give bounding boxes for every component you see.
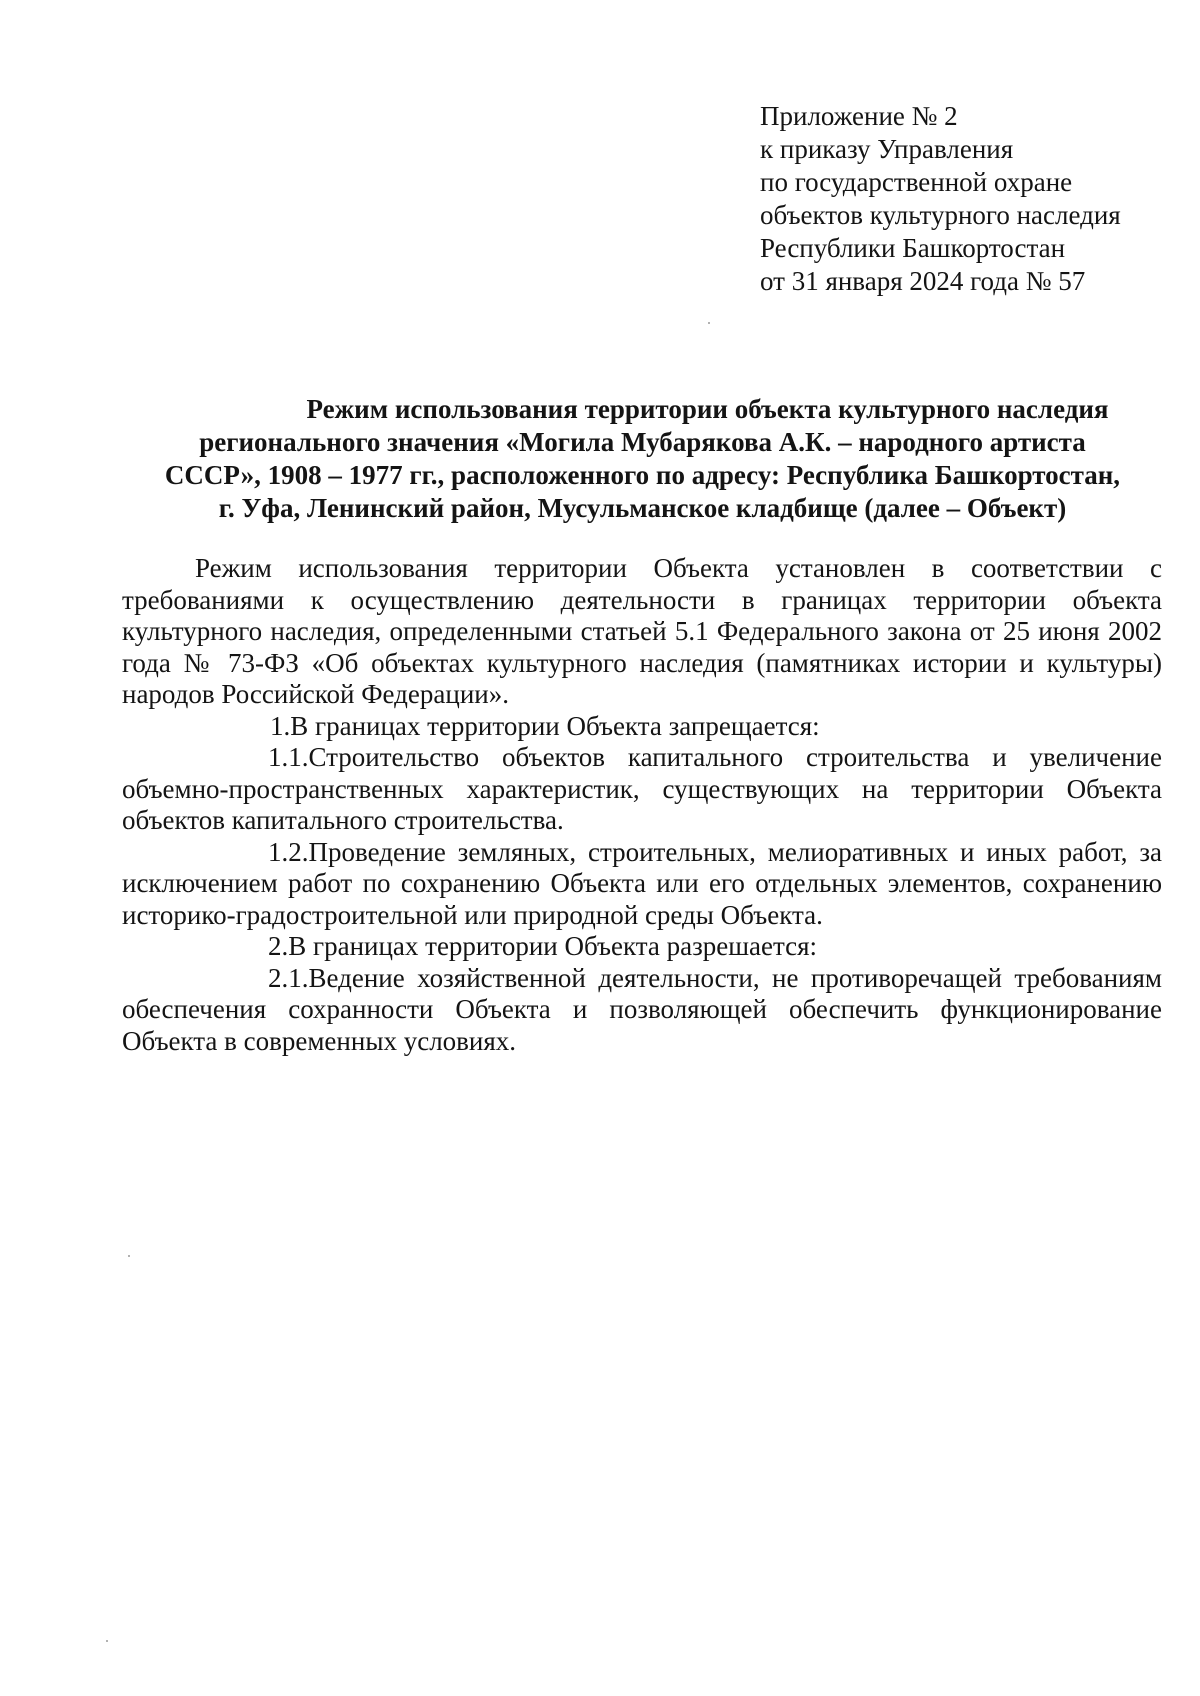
section-2 xyxy=(122,931,1162,963)
section-text: В границах территории Объекта разрешается: xyxy=(288,931,818,961)
item-text: Ведение хозяйственной деятельности, не противоречащей требованиям обеспечения сохранности Объекта и позволяющей обеспечить функционирование Объекта в современных условиях. xyxy=(122,962,1162,1056)
document-body xyxy=(122,553,1162,1057)
item-text: Строительство объектов капитального строительства и увеличение объемно-пространственных характеристик, существующих на территории Объекта объектов капитального строительства. xyxy=(122,742,1162,835)
section-1 xyxy=(122,711,1162,743)
intro-paragraph: Режим использования территории Объекта установлен в соответствии с требованиями к осуществлению деятельности в границах территории объекта культурного наследия, определенными статьей 5.1 Федерального закона от 25 июня 2002 года № 73-ФЗ «Об объектах культурного наследия (памятниках истории и культуры) народов Российской Федерации». xyxy=(122,553,1162,709)
title-line: СССР», 1908 – 1977 гг., расположенного по адресу: Республика Башкортостан, xyxy=(164,460,1121,490)
document-title xyxy=(120,393,1165,525)
item-2-1 xyxy=(122,963,1162,1058)
scan-speck xyxy=(708,322,710,324)
item-text: Проведение земляных, строительных, мелиоративных и иных работ, за исключением работ по сохранению Объекта или его отдельных элементов, сохранению историко-градостроительной или природной среды Объекта. xyxy=(122,836,1162,930)
scan-speck xyxy=(128,1255,130,1257)
item-1-2 xyxy=(122,837,1162,932)
scan-speck xyxy=(106,1640,108,1642)
section-number: 1. xyxy=(270,710,291,741)
item-number: 2.1. xyxy=(268,962,309,993)
title-line: г. Уфа, Ленинский район, Мусульманское кладбище (далее – Объект) xyxy=(218,493,1067,523)
title-line: Режим использования территории объекта культурного наследия xyxy=(306,394,1109,424)
attachment-line: Республики Башкортостан xyxy=(760,233,1066,263)
section-number: 2. xyxy=(268,931,289,961)
item-number: 1.1. xyxy=(268,742,309,772)
attachment-line: объектов культурного наследия xyxy=(760,200,1121,230)
item-1-1 xyxy=(122,742,1162,837)
attachment-line: к приказу Управления xyxy=(760,134,1014,164)
section-text: В границах территории Объекта запрещается: xyxy=(290,710,820,741)
attachment-line: от 31 января 2024 года № 57 xyxy=(760,266,1086,296)
item-number: 1.2. xyxy=(268,836,309,867)
attachment-line: по государственной охране xyxy=(760,167,1073,197)
attachment-line: Приложение № 2 xyxy=(760,101,958,131)
attachment-block xyxy=(760,100,1180,298)
title-line: регионального значения «Могила Мубарякова А.К. – народного артиста xyxy=(199,427,1086,457)
